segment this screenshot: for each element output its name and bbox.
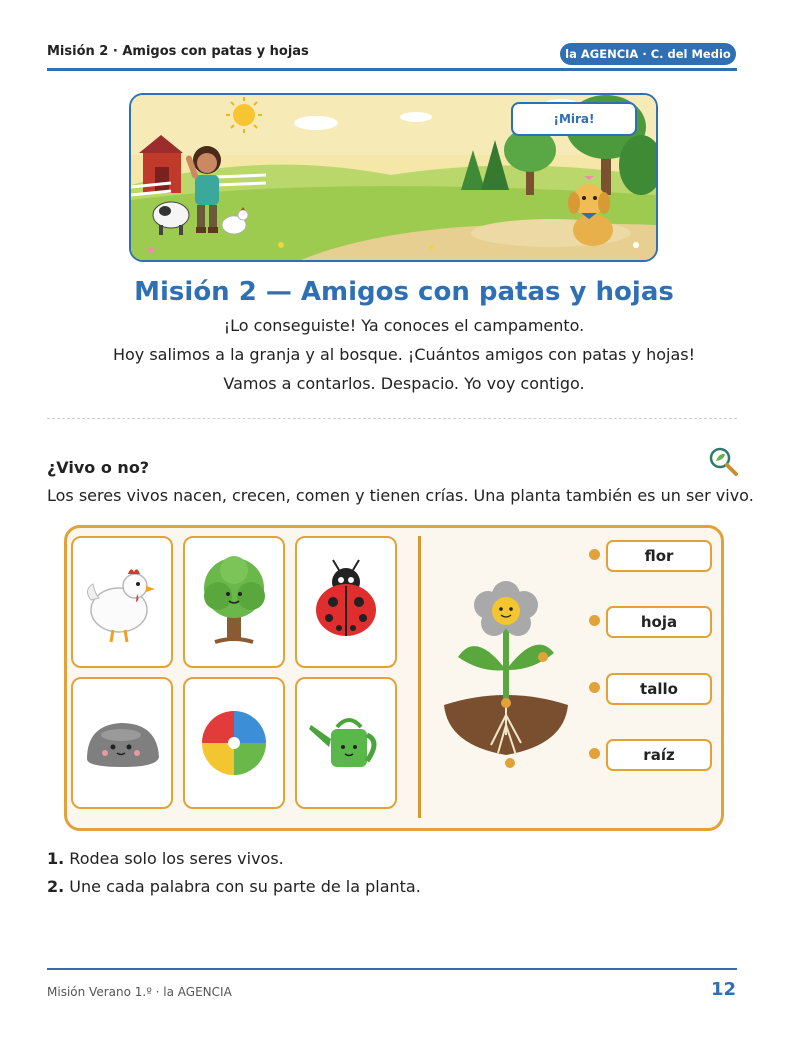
page-number: 12 — [710, 979, 736, 1000]
section-divider — [47, 418, 737, 419]
word-dot-raiz[interactable] — [589, 748, 600, 759]
beach-ball-icon — [185, 679, 283, 807]
instruction-2 — [47, 877, 421, 896]
footer-rule — [47, 968, 737, 970]
card-hen[interactable] — [71, 536, 173, 668]
leaf-left — [458, 646, 506, 670]
intro-line-3: Vamos a contarlos. Despacio. Yo voy contigo. — [223, 374, 585, 393]
question-text: Los seres vivos nacen, crecen, comen y tienen crías. Una planta también es un ser vivo. — [47, 486, 754, 505]
speech-bubble: ¡Mira! — [511, 102, 637, 136]
plant-diagram — [436, 575, 576, 775]
card-ball[interactable] — [183, 677, 285, 809]
question-title: ¿Vivo o no? — [47, 458, 150, 477]
mission-title: Misión 2 — Amigos con patas y hojas — [134, 277, 674, 307]
instruction-number: 2. — [47, 877, 65, 896]
header-title: Misión 2 · Amigos con patas y hojas — [47, 44, 309, 59]
leaf-target-dot — [538, 652, 548, 662]
word-dot-flor[interactable] — [589, 549, 600, 560]
header-badge: la AGENCIA · C. del Medio — [560, 43, 736, 65]
word-dot-hoja[interactable] — [589, 615, 600, 626]
instruction-text: Rodea solo los seres vivos. — [64, 849, 284, 868]
word-flor[interactable]: flor — [606, 540, 712, 572]
card-rock[interactable] — [71, 677, 173, 809]
magnifier-leaf-icon — [707, 445, 739, 477]
intro-line-2: Hoy salimos a la granja y al bosque. ¡Cuántos amigos con patas y hojas! — [112, 345, 696, 364]
footer-text: Misión Verano 1.º · la AGENCIA — [47, 985, 232, 999]
hen-icon — [73, 538, 171, 666]
word-tallo[interactable]: tallo — [606, 673, 712, 705]
word-dot-tallo[interactable] — [589, 682, 600, 693]
root-target-dot — [505, 758, 515, 768]
card-watering-can[interactable] — [295, 677, 397, 809]
tree-icon — [185, 538, 283, 666]
activity-divider — [418, 536, 421, 818]
word-raiz[interactable]: raíz — [606, 739, 712, 771]
instruction-text: Une cada palabra con su parte de la planta. — [64, 877, 421, 896]
word-hoja[interactable]: hoja — [606, 606, 712, 638]
intro-line-1: ¡Lo conseguiste! Ya conoces el campamento. — [223, 316, 585, 335]
card-ladybug[interactable] — [295, 536, 397, 668]
instruction-1 — [47, 849, 284, 868]
stem-target-dot — [501, 698, 511, 708]
watering-can-icon — [297, 679, 395, 807]
ladybug-icon — [297, 538, 395, 666]
card-tree[interactable] — [183, 536, 285, 668]
header-rule — [47, 68, 737, 71]
instruction-number: 1. — [47, 849, 65, 868]
rock-icon — [73, 679, 171, 807]
